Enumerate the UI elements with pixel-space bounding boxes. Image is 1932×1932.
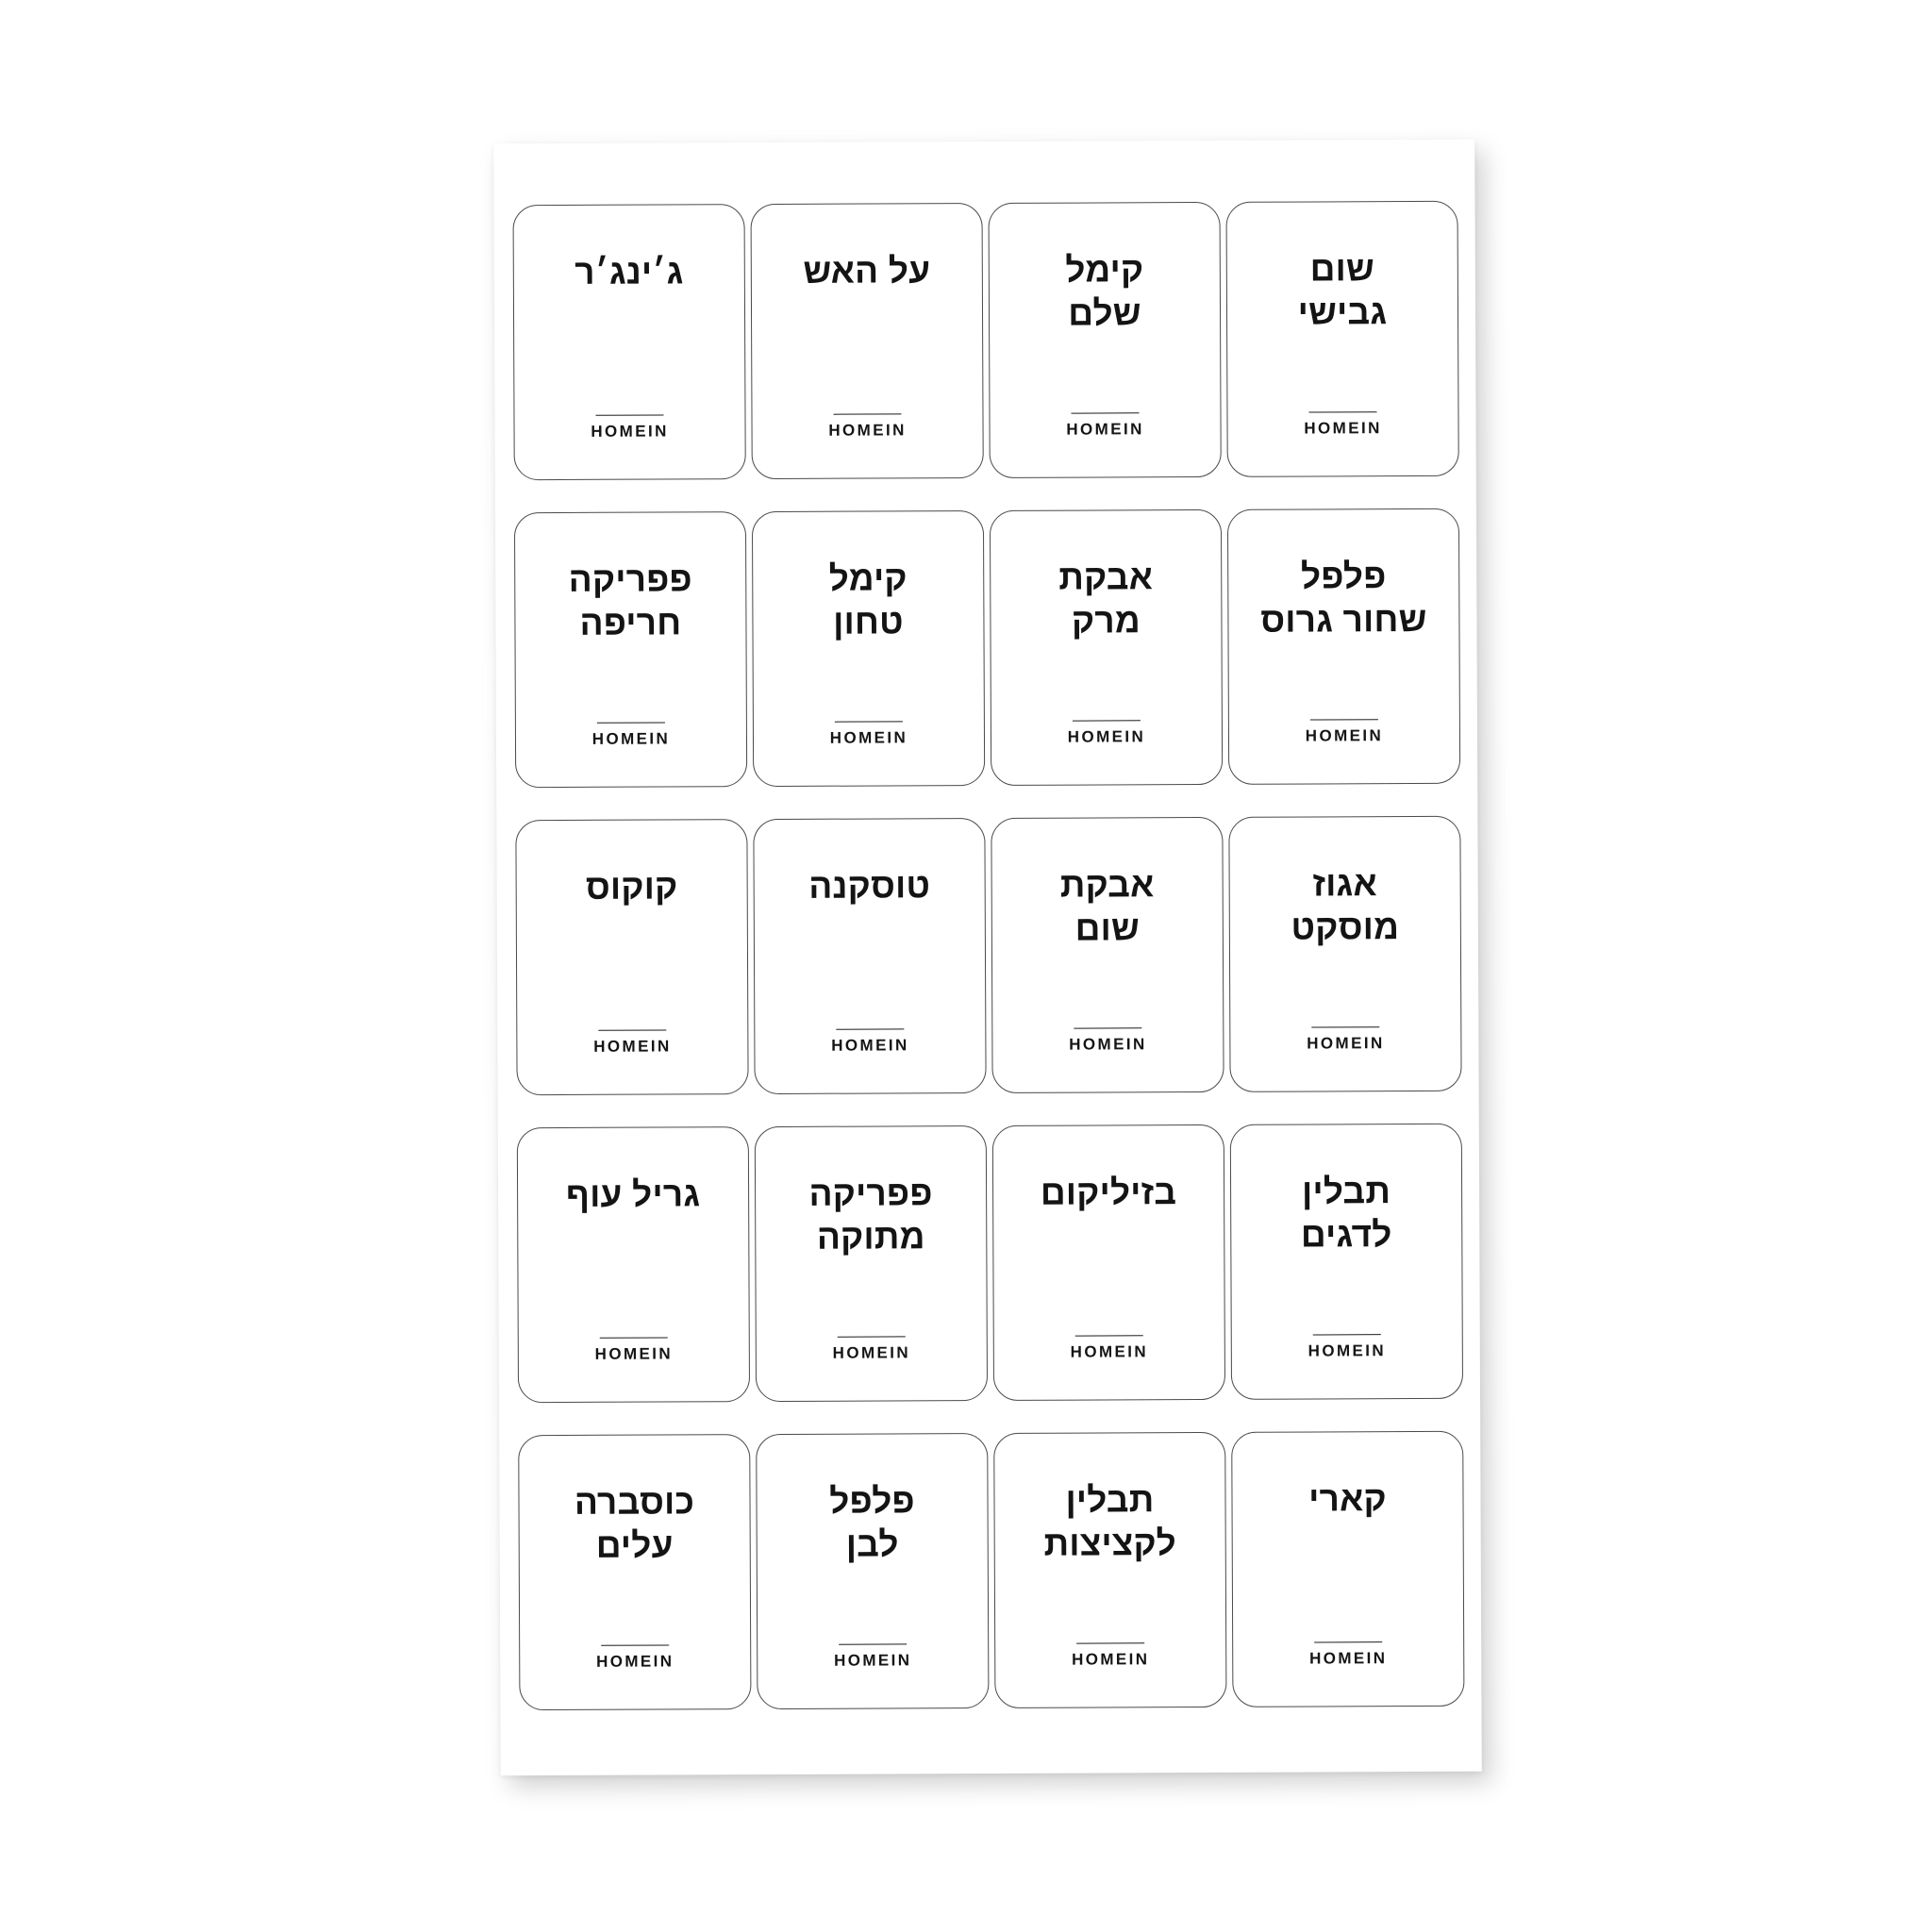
brand-block [1227, 411, 1457, 439]
brand-name: HOMEIN [832, 1343, 911, 1362]
brand-divider [1073, 720, 1141, 721]
label-card[interactable] [993, 1432, 1226, 1708]
brand-name: HOMEIN [594, 1344, 674, 1363]
brand-name: HOMEIN [1066, 420, 1144, 439]
label-card[interactable] [513, 204, 746, 480]
brand-divider [1313, 1334, 1381, 1335]
brand-block [517, 1029, 747, 1057]
brand-name: HOMEIN [1307, 1341, 1387, 1360]
brand-name: HOMEIN [828, 421, 907, 440]
brand-divider [1075, 1335, 1143, 1336]
brand-block [995, 1642, 1225, 1670]
label-title: שום גבישי [1297, 249, 1388, 332]
label-title: תבלין לדגים [1300, 1172, 1392, 1255]
label-title: בזיליקום [1040, 1173, 1177, 1212]
label-title: פלפל שחור גרוס [1260, 557, 1427, 640]
brand-name: HOMEIN [1070, 1342, 1149, 1361]
brand-block [758, 1643, 988, 1671]
label-card[interactable] [992, 1124, 1225, 1401]
brand-name: HOMEIN [596, 1652, 675, 1671]
label-card[interactable] [1231, 1431, 1464, 1707]
brand-block [752, 413, 982, 441]
brand-name: HOMEIN [591, 422, 669, 441]
brand-name: HOMEIN [831, 1036, 909, 1055]
brand-divider [835, 721, 903, 722]
label-card[interactable] [756, 1433, 989, 1709]
brand-divider [1074, 1027, 1141, 1028]
brand-name: HOMEIN [1304, 419, 1382, 438]
brand-divider [1310, 719, 1378, 720]
label-title: פלפל לבן [829, 1481, 915, 1564]
brand-divider [836, 1028, 904, 1029]
brand-block [994, 1335, 1224, 1362]
label-card[interactable] [751, 203, 984, 479]
brand-divider [1076, 1642, 1144, 1643]
label-card[interactable] [518, 1434, 751, 1710]
brand-name: HOMEIN [1069, 1035, 1147, 1054]
brand-name: HOMEIN [834, 1651, 912, 1670]
brand-divider [600, 1337, 668, 1338]
label-card[interactable] [752, 510, 985, 787]
brand-divider [1071, 412, 1139, 413]
brand-name: HOMEIN [1305, 726, 1384, 745]
label-title: פפריקה מתוקה [808, 1174, 933, 1257]
label-sheet [493, 140, 1482, 1776]
label-card[interactable] [1226, 201, 1459, 477]
brand-name: HOMEIN [1307, 1034, 1385, 1053]
brand-block [519, 1337, 749, 1364]
brand-divider [597, 722, 665, 723]
label-card[interactable] [1230, 1124, 1463, 1400]
brand-name: HOMEIN [1309, 1649, 1388, 1668]
brand-block [755, 1028, 985, 1056]
label-title: קימל טחון [828, 558, 908, 641]
label-title: פפריקה חריפה [568, 559, 692, 642]
brand-divider [833, 413, 901, 414]
brand-divider [595, 414, 663, 415]
label-card[interactable] [1227, 508, 1460, 785]
label-card[interactable] [755, 1125, 988, 1402]
label-title: אבקת שום [1059, 865, 1155, 948]
label-title: אבקת מרק [1058, 558, 1154, 641]
brand-divider [839, 1643, 907, 1644]
label-card[interactable] [990, 509, 1223, 786]
brand-block [754, 721, 984, 748]
label-card[interactable] [1228, 816, 1461, 1092]
label-card[interactable] [989, 202, 1222, 478]
label-title: תבלין לקציצות [1043, 1480, 1176, 1563]
brand-name: HOMEIN [1072, 1650, 1150, 1669]
label-title: קימל שלם [1065, 250, 1144, 333]
label-card[interactable] [514, 511, 747, 788]
brand-block [991, 720, 1222, 747]
brand-block [1230, 1026, 1460, 1054]
brand-divider [1308, 411, 1376, 412]
brand-divider [601, 1644, 669, 1645]
label-title: גריל עוף [565, 1174, 701, 1214]
label-title: על האש [803, 251, 931, 291]
brand-block [1229, 719, 1459, 746]
label-grid [510, 201, 1465, 1737]
label-title: קארי [1308, 1479, 1387, 1519]
brand-name: HOMEIN [829, 728, 908, 747]
brand-divider [838, 1336, 906, 1337]
label-card[interactable] [991, 817, 1224, 1093]
label-card[interactable] [517, 1126, 750, 1403]
brand-divider [598, 1029, 666, 1030]
brand-block [1232, 1334, 1462, 1361]
label-title: טוסקנה [808, 866, 931, 906]
brand-divider [1311, 1026, 1379, 1027]
brand-name: HOMEIN [1067, 727, 1146, 746]
brand-block [516, 722, 746, 749]
brand-block [757, 1336, 987, 1363]
label-title: קוקוס [585, 867, 678, 907]
brand-divider [1314, 1641, 1382, 1642]
label-card[interactable] [515, 819, 748, 1095]
label-title: ג׳ינג׳ר [575, 252, 684, 291]
brand-block [1233, 1641, 1463, 1669]
brand-block [520, 1644, 750, 1672]
brand-block [992, 1027, 1223, 1055]
label-title: אגוז מוסקט [1291, 864, 1400, 947]
brand-block [990, 412, 1220, 440]
brand-block [514, 414, 744, 441]
brand-name: HOMEIN [591, 729, 671, 748]
label-title: כוסברה עלים [574, 1482, 695, 1565]
brand-name: HOMEIN [593, 1037, 672, 1056]
label-card[interactable] [753, 818, 986, 1094]
